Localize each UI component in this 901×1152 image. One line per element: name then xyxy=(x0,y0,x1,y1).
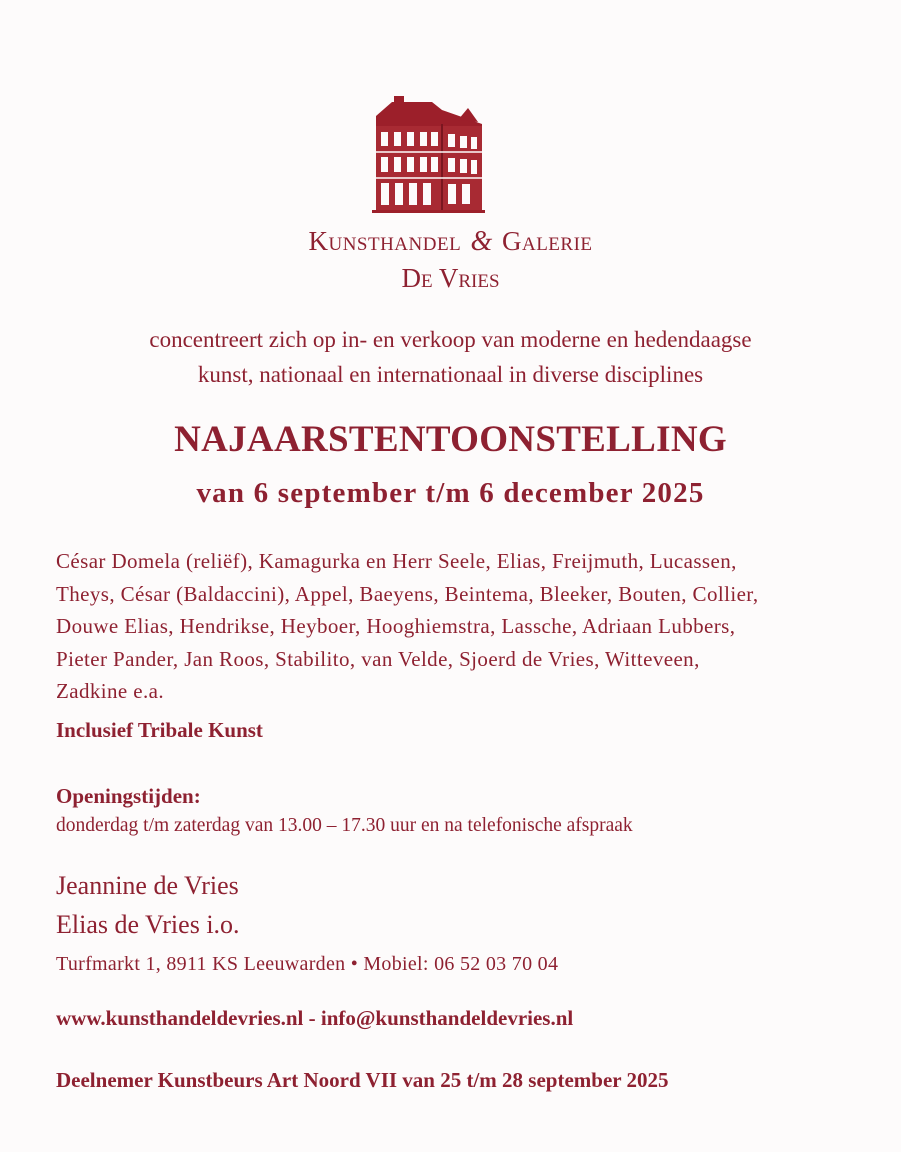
tribal-art-note: Inclusief Tribale Kunst xyxy=(56,718,263,742)
opening-hours-heading: Openingstijden: xyxy=(56,784,201,808)
artist-line: César Domela (reliëf), Kamagurka en Herr Seele, Elias, Freijmuth, Lucassen, xyxy=(56,549,737,573)
gallery-name-part1: Kunsthandel xyxy=(308,226,462,256)
opening-hours-text: donderdag t/m zaterdag van 13.00 – 17.30 uur en na telefonische afspraak xyxy=(56,815,633,836)
gallery-ampersand: & xyxy=(470,226,493,257)
artist-line: Douwe Elias, Hendrikse, Heyboer, Hooghiemstra, Lassche, Adriaan Lubbers, xyxy=(56,614,736,638)
art-fair-note: Deelnemer Kunstbeurs Art Noord VII van 25 t/m 28 september 2025 xyxy=(56,1068,669,1092)
contact-name-2: Elias de Vries i.o. xyxy=(56,910,240,939)
description-line: kunst, nationaal en internationaal in diverse disciplines xyxy=(197,362,704,387)
gallery-name-line2: De Vries xyxy=(401,263,500,293)
gallery-name-part2: Galerie xyxy=(501,226,593,256)
website-email-line[interactable]: www.kunsthandeldevries.nl - info@kunsthandeldevries.nl xyxy=(56,1006,574,1030)
gallery-description xyxy=(0,322,901,392)
artist-line: Theys, César (Baldaccini), Appel, Baeyens, Beintema, Bleeker, Bouten, Collier, xyxy=(56,581,759,606)
building-icon xyxy=(372,94,485,214)
contact-name-1: Jeannine de Vries xyxy=(56,871,239,900)
gallery-name-line1 xyxy=(0,226,901,258)
artist-list xyxy=(56,545,856,708)
contact-address: Turfmarkt 1, 8911 KS Leeuwarden • Mobiel: 06 52 03 70 04 xyxy=(56,953,559,975)
description-line: concentreert zich op in- en verkoop van moderne en hedendaagse xyxy=(149,327,752,352)
exhibition-title: NAJAARSTENTOONSTELLING xyxy=(174,419,727,460)
artist-line: Zadkine e.a. xyxy=(56,679,164,703)
artist-line: Pieter Pander, Jan Roos, Stabilito, van Velde, Sjoerd de Vries, Witteveen, xyxy=(56,646,700,671)
exhibition-dates: van 6 september t/m 6 december 2025 xyxy=(196,477,705,509)
building-logo xyxy=(372,94,485,214)
